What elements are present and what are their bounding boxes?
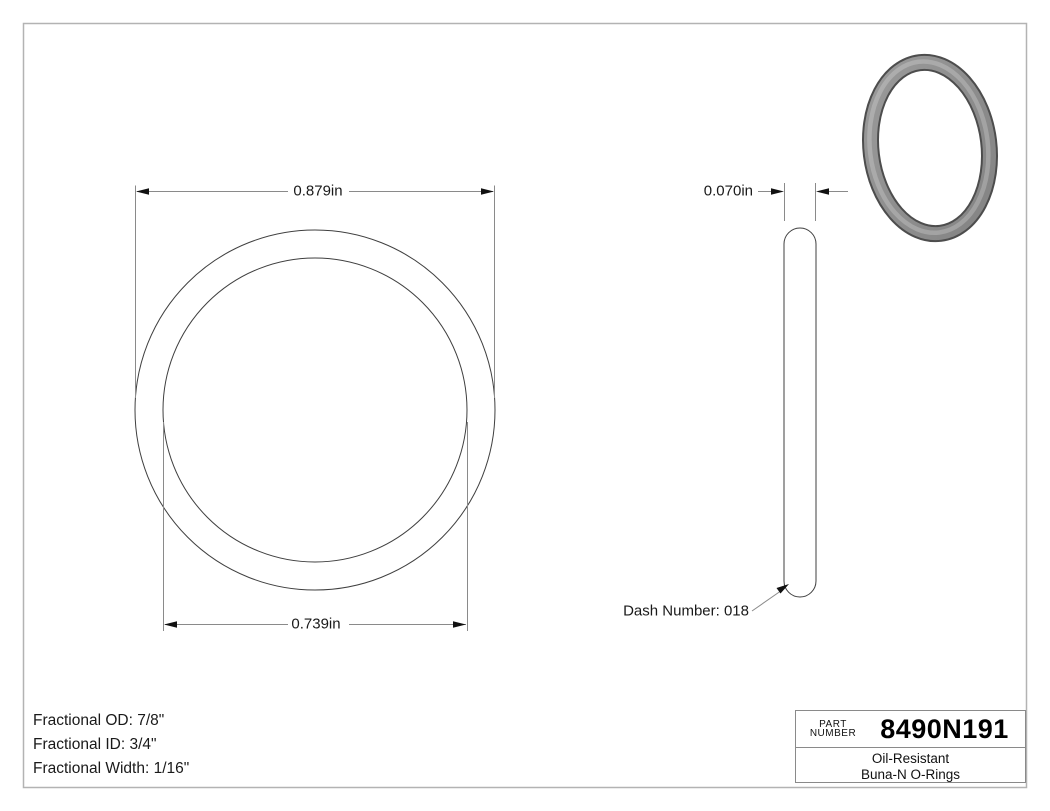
oring-3d-tube [861,55,999,240]
part-number-value: 8490N191 [880,713,1009,744]
width-dimension-label: 0.070in [703,182,753,200]
product-description [796,748,1025,783]
spec-fractional-width: Fractional Width: 1/16" [33,760,190,777]
title-block-top-row [796,711,1025,748]
od-dimension-label: 0.879in [293,182,343,200]
id-arrow-left [164,621,177,627]
dash-number-leader [752,584,789,611]
dash-number-label: Dash Number: 018 [623,602,749,620]
od-arrow-right [481,188,494,194]
spec-fractional-od: Fractional OD: 7/8" [33,712,165,729]
oring-outer-circle [135,230,495,590]
fractional-specs [33,709,189,781]
part-caption-line2: NUMBER [809,728,857,739]
width-arrow-right [816,188,829,194]
side-view-capsule [784,228,816,597]
title-block [795,710,1026,783]
width-arrow-left [771,188,784,194]
product-desc-line2: Buna-N O-Rings [860,767,961,782]
part-caption-line1: PART [819,719,847,730]
id-arrow-right [453,621,466,627]
front-view-drawing [135,230,495,590]
oring-inner-circle [163,258,467,562]
spec-fractional-id: Fractional ID: 3/4" [33,736,157,753]
oring-3d-image [860,54,999,240]
id-dimension [164,422,468,631]
product-desc-line1: Oil-Resistant [871,751,950,766]
od-dimension [136,186,495,399]
id-dimension-label: 0.739in [291,615,341,633]
width-dimension [758,183,848,221]
od-arrow-left [136,188,149,194]
part-number-caption [796,720,870,738]
leader-line [752,592,780,612]
